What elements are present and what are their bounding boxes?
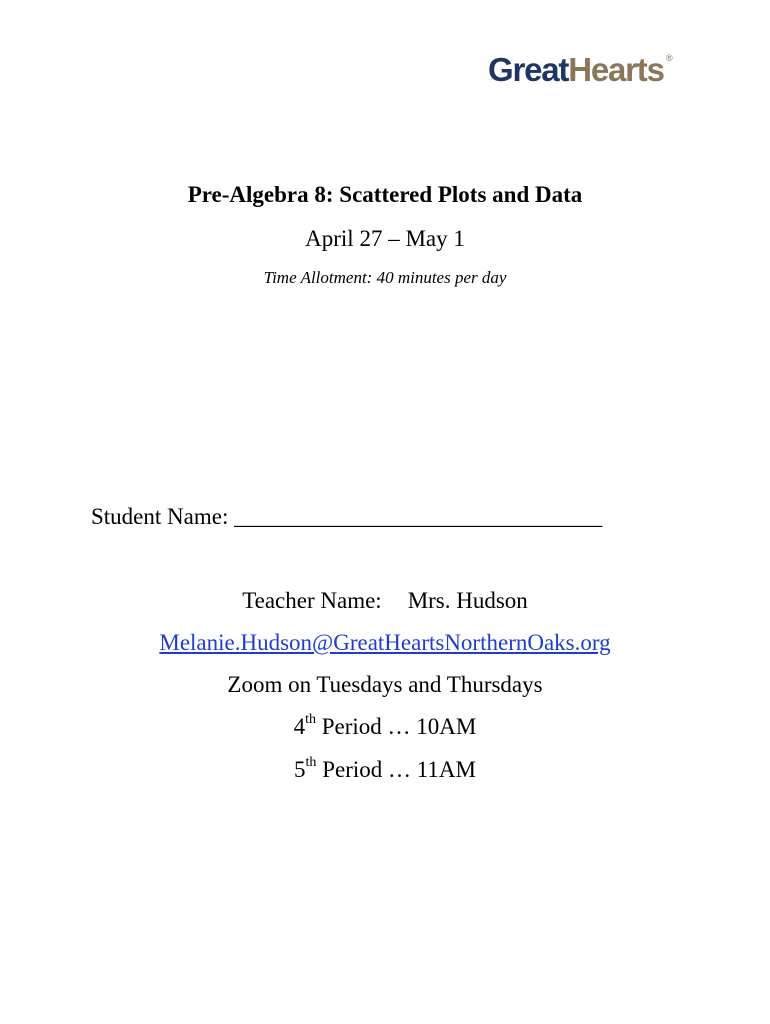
registered-mark: ® <box>666 53 673 63</box>
period-5-text: Period … 11AM <box>316 757 476 782</box>
logo-text-great: Great <box>488 51 569 88</box>
period-5-number: 5 <box>294 757 306 782</box>
student-name-field[interactable] <box>91 502 602 532</box>
zoom-schedule: Zoom on Tuesdays and Thursdays <box>227 672 543 697</box>
period-4-time <box>0 712 770 742</box>
period-4-text: Period … 10AM <box>316 714 477 739</box>
teacher-email-link[interactable]: Melanie.Hudson@GreatHeartsNorthernOaks.org <box>159 630 611 655</box>
time-allotment: Time Allotment: 40 minutes per day <box>263 268 507 287</box>
teacher-name-label: Teacher Name: <box>242 588 382 613</box>
period-4-number: 4 <box>293 714 306 739</box>
student-name-label: Student Name: <box>91 504 229 529</box>
teacher-email-line <box>0 628 770 658</box>
period-5-time <box>0 755 770 785</box>
teacher-name-line <box>0 586 770 616</box>
period-5-ordinal-suffix: th <box>305 755 317 771</box>
document-title: Pre-Algebra 8: Scattered Plots and Data <box>187 182 583 207</box>
period-4-ordinal-suffix: th <box>305 712 316 728</box>
great-hearts-logo <box>488 51 673 88</box>
teacher-name-value: Mrs. Hudson <box>407 588 528 613</box>
date-range: April 27 – May 1 <box>305 226 465 251</box>
logo-text-hearts: Hearts <box>568 51 664 88</box>
student-name-blank[interactable]: ________________________________ <box>234 504 603 529</box>
